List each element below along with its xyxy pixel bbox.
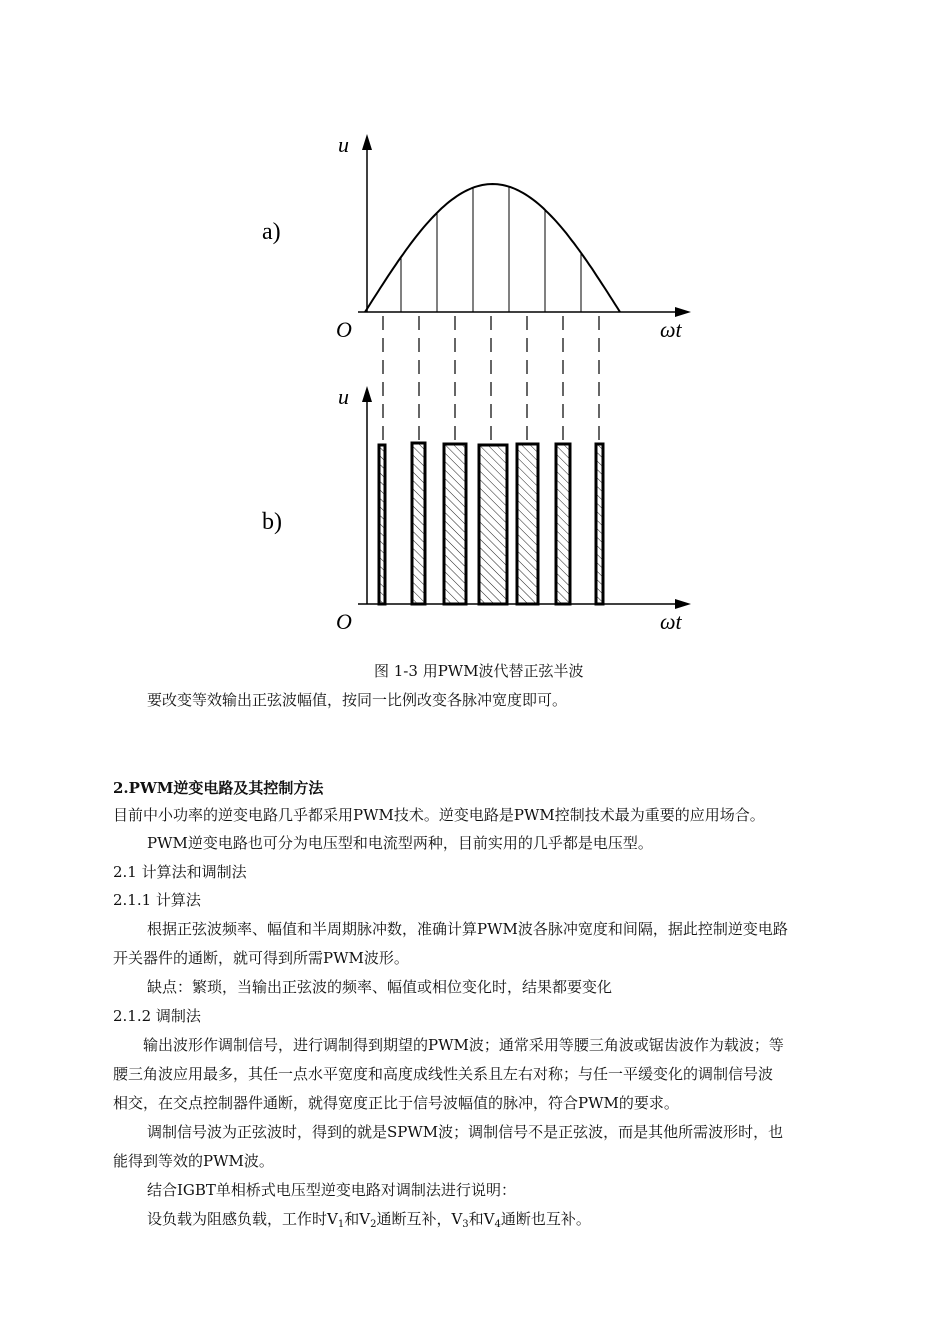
load-text-3: 通断互补，V [376, 1210, 463, 1228]
section-heading-2-1-2: 2.1.2 调制法 [113, 1007, 201, 1025]
panel-b-x-arrow [675, 599, 691, 609]
projection-dashed-lines [383, 316, 599, 440]
pwm-figure [0, 0, 950, 650]
paragraph-amplitude: 要改变等效输出正弦波幅值，按同一比例改变各脉冲宽度即可。 [147, 691, 568, 709]
pwm-pulses [379, 443, 603, 604]
load-text-4: 和V [468, 1210, 495, 1228]
panel-a-y-label: u [338, 132, 349, 157]
panel-a-x-arrow [675, 307, 691, 317]
load-text-1: 设负载为阻感负载，工作时V [147, 1210, 338, 1228]
subscript-3: 3 [462, 1219, 469, 1230]
pwm-pulse [444, 444, 466, 604]
paragraph-modulation-line1: 输出波形作调制信号，进行调制得到期望的PWM波；通常采用等腰三角波或锯齿波作为载波；等 [143, 1036, 784, 1054]
panel-b-origin: O [336, 609, 352, 634]
pwm-pulse [412, 443, 425, 604]
panel-a-y-arrow [362, 134, 372, 150]
pwm-pulse [556, 444, 570, 604]
panel-b-x-label: ωt [660, 609, 682, 634]
paragraph-intro: 目前中小功率的逆变电路几乎都采用PWM技术。逆变电路是PWM控制技术最为重要的应用场合。 [113, 806, 765, 824]
panel-a-origin: O [336, 317, 352, 342]
panel-a-x-label: ωt [660, 317, 682, 342]
load-text-2: 和V [344, 1210, 371, 1228]
paragraph-igbt: 结合IGBT单相桥式电压型逆变电路对调制法进行说明： [147, 1181, 516, 1199]
panel-b-y-arrow [362, 386, 372, 402]
paragraph-spwm-line1: 调制信号波为正弦波时，得到的就是SPWM波；调制信号不是正弦波，而是其他所需波形时，也 [147, 1123, 784, 1141]
pwm-pulse [379, 445, 385, 604]
sine-slice-lines [401, 187, 581, 312]
pwm-pulse [517, 444, 538, 604]
sine-half-wave [365, 184, 620, 312]
panel-b-label: b) [262, 509, 282, 535]
paragraph-types: PWM逆变电路也可分为电压型和电流型两种，目前实用的几乎都是电压型。 [147, 834, 653, 852]
subscript-1: 1 [337, 1219, 345, 1230]
section-heading-2-1: 2.1 计算法和调制法 [113, 863, 247, 881]
paragraph-modulation-line2: 腰三角波应用最多，其任一点水平宽度和高度成线性关系且左右对称；与任一平缓变化的调制信号波 [113, 1065, 774, 1083]
subscript-2: 2 [370, 1219, 377, 1230]
paragraph-modulation-line3: 相交，在交点控制器件通断，就得宽度正比于信号波幅值的脉冲，符合PWM的要求。 [113, 1094, 679, 1112]
paragraph-load [147, 1209, 591, 1229]
panel-b-y-label: u [338, 384, 349, 409]
paragraph-calculation-line1: 根据正弦波频率、幅值和半周期脉冲数，准确计算PWM波各脉冲宽度和间隔，据此控制逆变电路 [147, 920, 788, 938]
panel-a-label: a) [262, 219, 281, 245]
section-heading-2-1-1: 2.1.1 计算法 [113, 891, 201, 909]
paragraph-calculation-line2: 开关器件的通断，就可得到所需PWM波形。 [113, 949, 409, 967]
section-heading-2: 2.PWM逆变电路及其控制方法 [113, 779, 324, 797]
subscript-4: 4 [494, 1219, 501, 1230]
load-text-5: 通断也互补。 [500, 1210, 591, 1228]
paragraph-spwm-line2: 能得到等效的PWM波。 [113, 1152, 274, 1170]
paragraph-drawback: 缺点：繁琐，当输出正弦波的频率、幅值或相位变化时，结果都要变化 [147, 978, 613, 996]
pwm-pulse [596, 444, 603, 604]
pwm-pulse [479, 445, 507, 604]
figure-caption: 图 1-3 用PWM波代替正弦半波 [374, 662, 584, 680]
